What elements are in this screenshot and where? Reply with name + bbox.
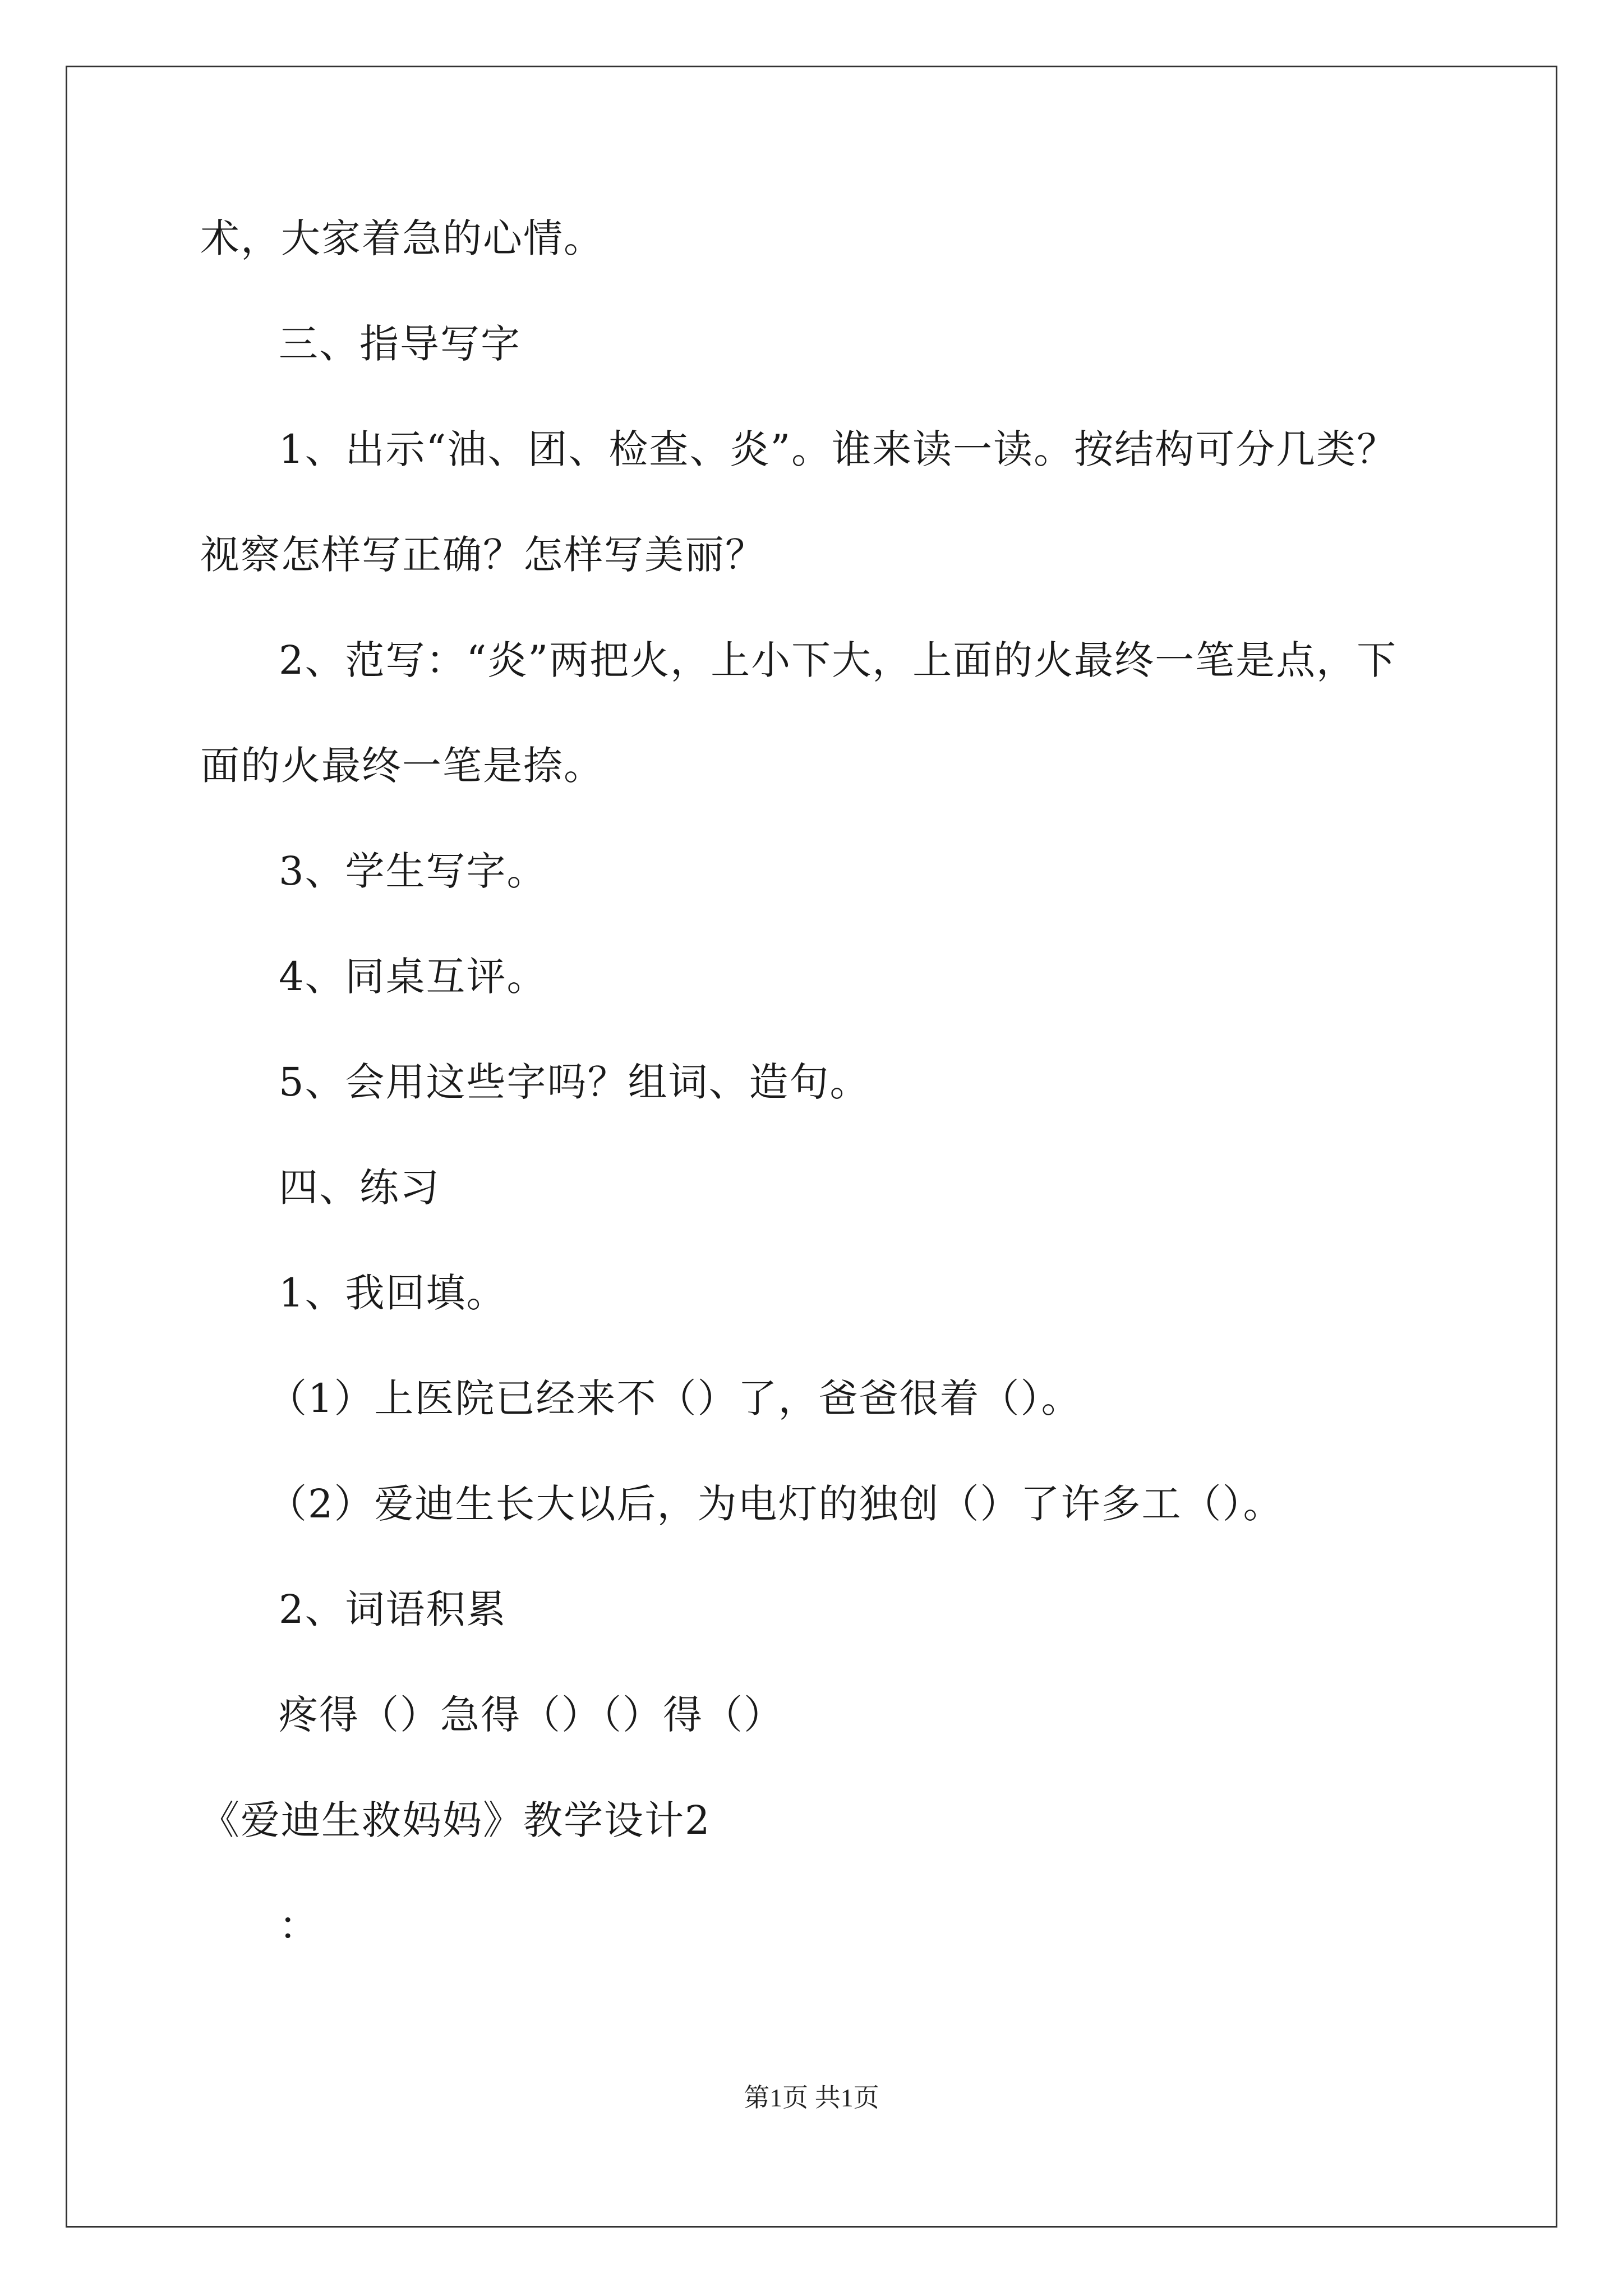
list-item: 4、同桌互评。 <box>279 954 547 1000</box>
list-item: 2、词语积累 <box>279 1586 507 1632</box>
section-heading-practice: 四、练习 <box>279 1165 440 1211</box>
section-heading-writing: 三、指导写字 <box>279 321 521 367</box>
colon-line: ： <box>279 1903 319 1949</box>
page-footer: 第1页 共1页 <box>744 2083 879 2112</box>
paragraph-continuation: 术，大家着急的心情。 <box>200 215 604 261</box>
exercise-item: （2）爱迪生长大以后，为电灯的独创（）了许多工（）。 <box>268 1481 1284 1527</box>
list-item: 2、范写：“炎”两把火，上小下大，上面的火最终一笔是点，下 <box>279 637 1398 683</box>
list-item: 5、会用这些字吗？组词、造句。 <box>279 1059 870 1105</box>
exercise-item: 疼得（）急得（）（）得（） <box>279 1692 784 1738</box>
list-item: 3、学生写字。 <box>279 848 547 894</box>
exercise-item: （1）上医院已经来不（）了，爸爸很着（）。 <box>268 1375 1082 1421</box>
list-item: 1、我回填。 <box>279 1270 507 1316</box>
document-title: 《爱迪生救妈妈》教学设计2 <box>200 1797 711 1843</box>
list-item: 1、出示“油、团、检查、炎”。谁来读一读。按结构可分几类？ <box>279 426 1398 472</box>
list-item-continuation: 视察怎样写正确？怎样写美丽？ <box>200 532 766 578</box>
list-item-continuation: 面的火最终一笔是捺。 <box>200 743 604 789</box>
